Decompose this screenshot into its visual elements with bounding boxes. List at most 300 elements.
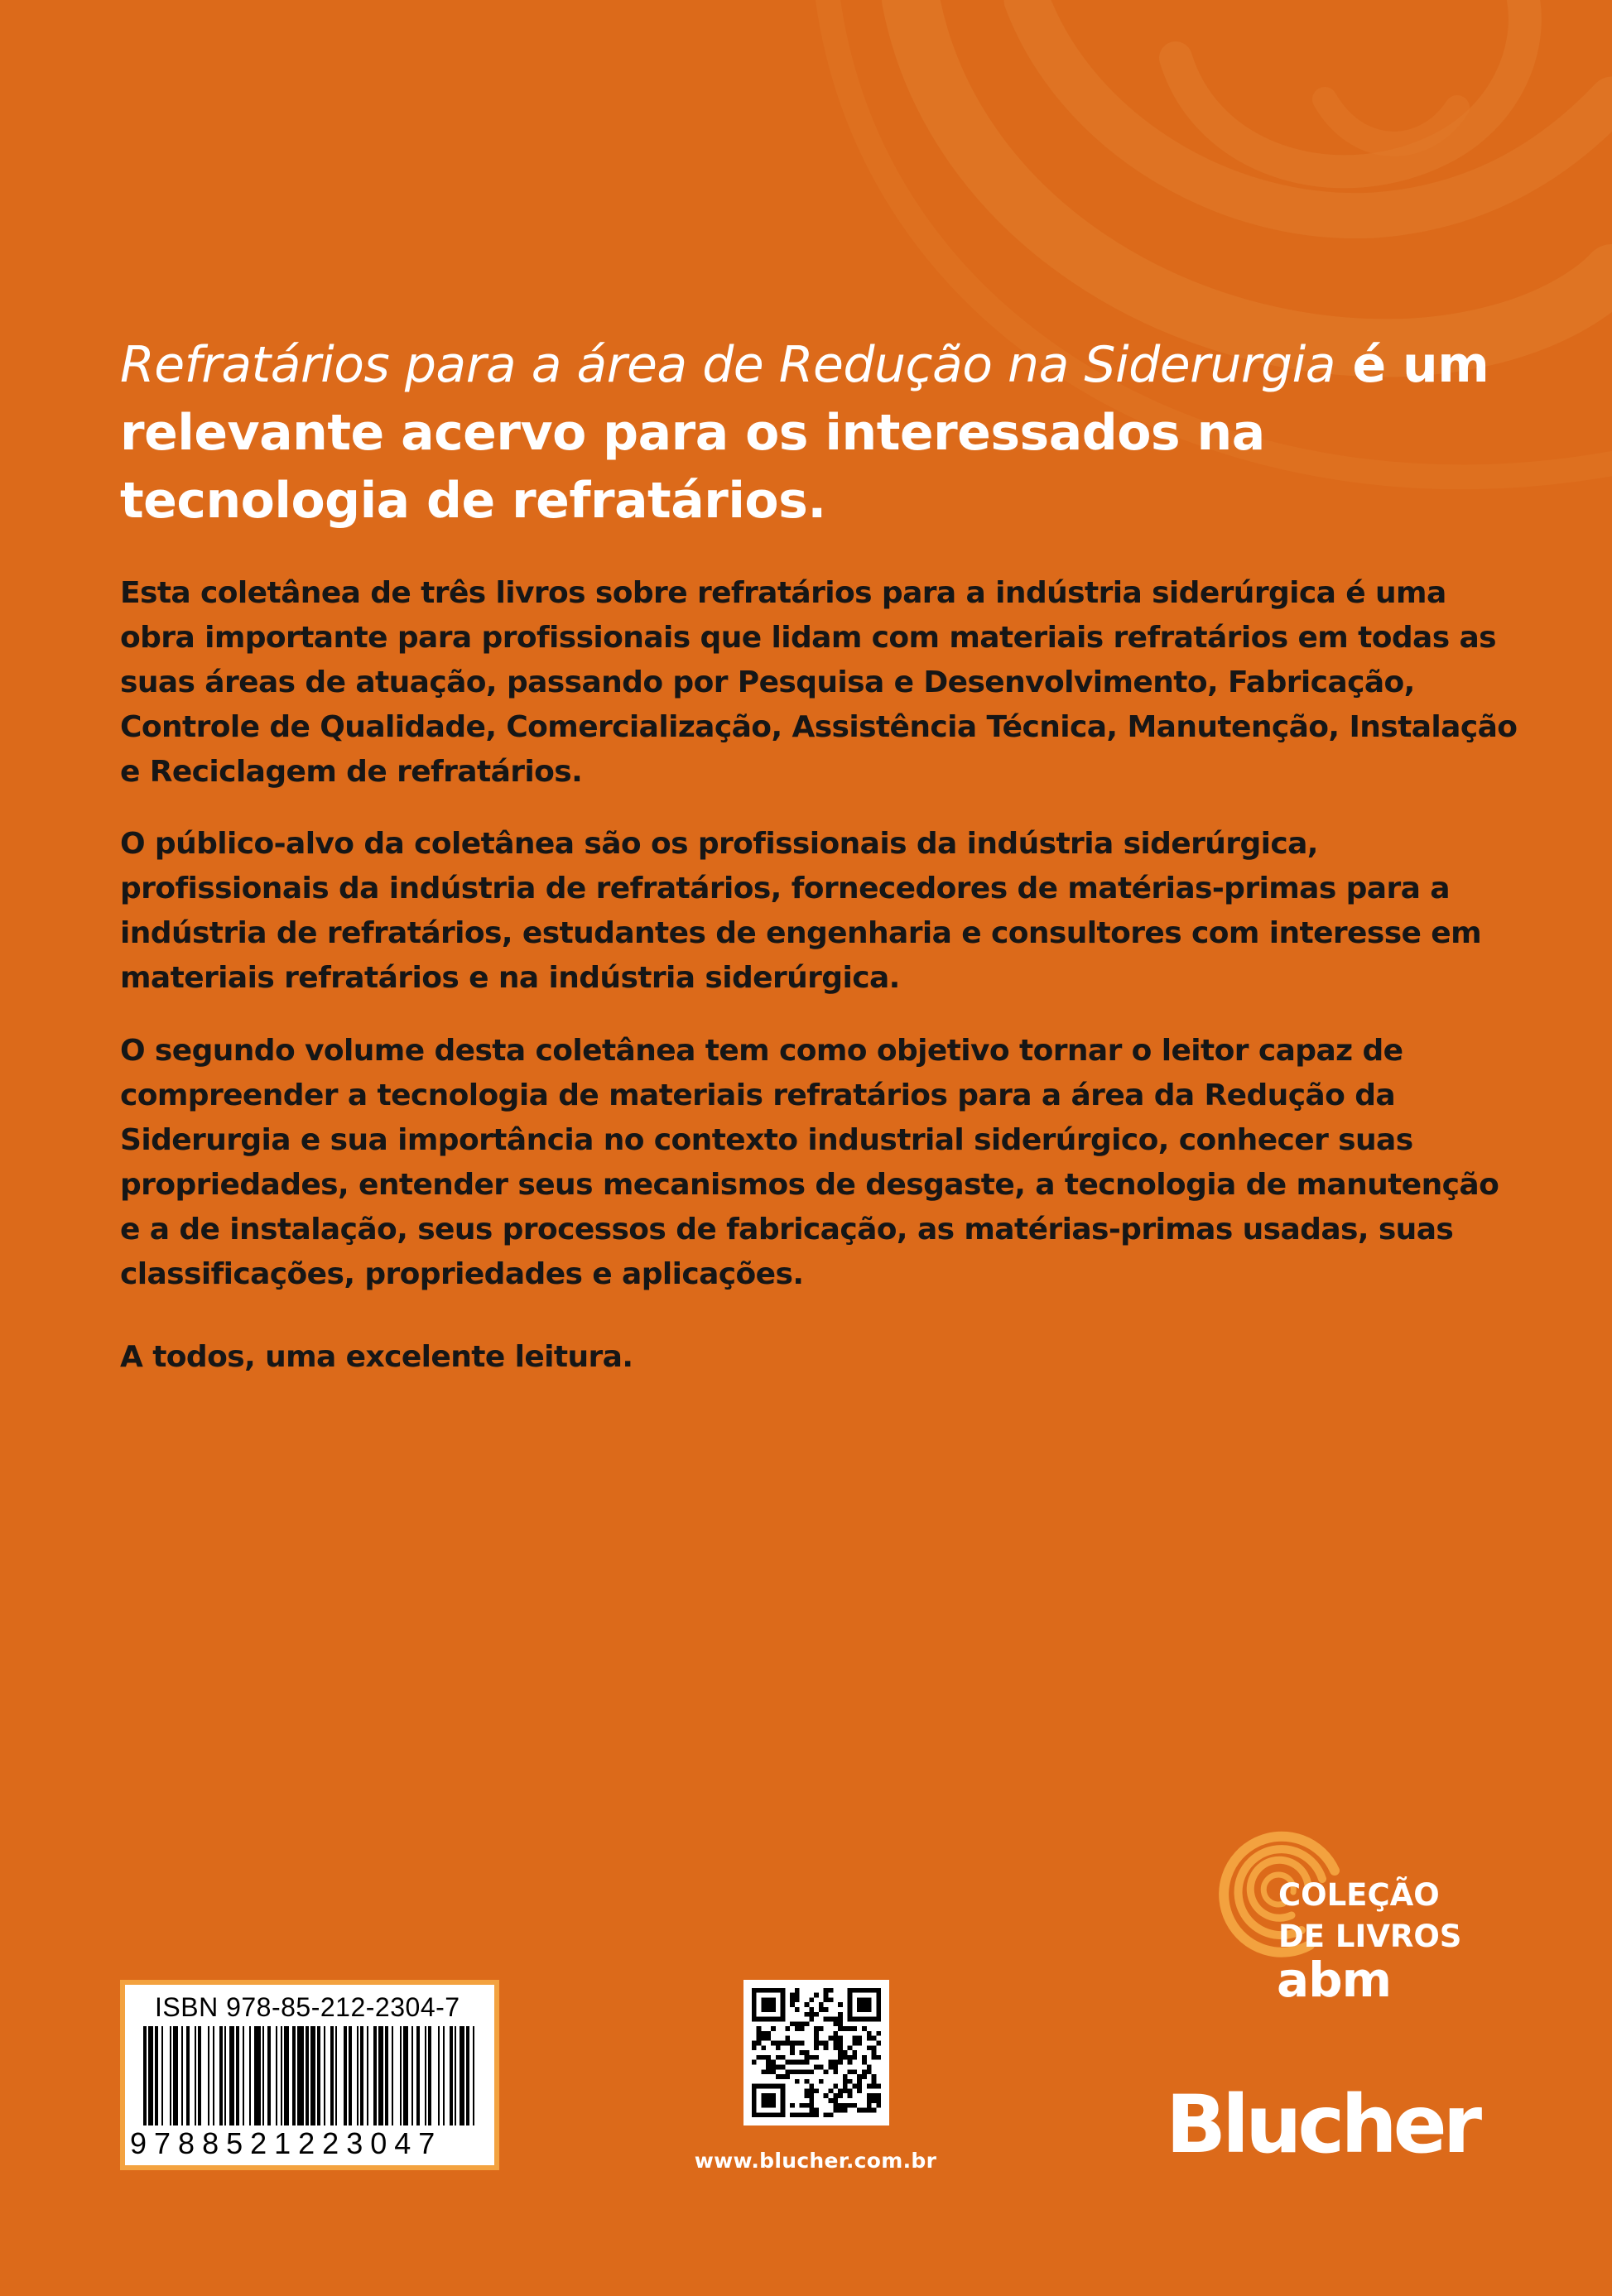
barcode-bar	[276, 2026, 277, 2125]
qr-code-pattern	[747, 1983, 886, 2122]
qr-module	[824, 2093, 829, 2098]
qr-module	[867, 2031, 872, 2036]
qr-module	[809, 2017, 814, 2022]
qr-module	[833, 2060, 838, 2065]
qr-module	[838, 2103, 843, 2108]
qr-module	[848, 2093, 853, 2098]
qr-module	[805, 2112, 810, 2117]
qr-module	[800, 2041, 805, 2046]
qr-module	[781, 2074, 786, 2079]
qr-module	[819, 2026, 824, 2031]
qr-module	[838, 2055, 843, 2060]
barcode-bar	[385, 2026, 388, 2125]
qr-module	[824, 2112, 829, 2117]
isbn-barcode	[120, 1980, 499, 2170]
qr-module	[857, 2074, 862, 2079]
collection-label-line-1: COLEÇÃO	[1278, 1877, 1440, 1913]
qr-module	[848, 2060, 853, 2065]
isbn-label: ISBN 978-85-212-2304-7	[155, 1992, 460, 2022]
barcode-bar	[460, 2026, 464, 2125]
qr-module	[795, 2026, 800, 2031]
qr-module	[766, 2036, 771, 2041]
qr-module	[752, 2060, 757, 2065]
qr-module	[790, 1993, 795, 1998]
qr-module	[862, 2074, 867, 2079]
barcode-bar	[306, 2026, 309, 2125]
qr-module	[857, 2108, 862, 2113]
barcode-bar	[243, 2026, 244, 2125]
qr-module	[761, 2093, 775, 2107]
barcode-bar	[344, 2026, 347, 2125]
body-paragraph-1: Esta coletânea de três livros sobre refratários para a indústria siderúrgica é uma obra importante para profissionais que lidam com materiais refratários em todas as suas áreas de atuação, passando por Pesquisa e Desenvolvimento, Fabricação, Controle de Qualidade, Comercialização, Assistência Técnica, Manutenção, Instalação e Reciclagem de refratários.	[120, 576, 1518, 789]
barcode-bar	[357, 2026, 358, 2125]
barcode-bar	[317, 2026, 320, 2125]
qr-module	[809, 2007, 814, 2012]
qr-module	[805, 2060, 810, 2065]
qr-module	[852, 2036, 857, 2041]
barcode-bars	[140, 2026, 479, 2125]
qr-module	[790, 2060, 795, 2065]
qr-module	[761, 2045, 766, 2050]
qr-module	[824, 2007, 829, 2012]
qr-module	[790, 1997, 795, 2002]
qr-module	[795, 2007, 800, 2012]
qr-module	[781, 2055, 786, 2060]
qr-module	[814, 1993, 819, 1998]
qr-module	[795, 2041, 800, 2046]
headline-rest: é um relevante acervo para os interessados na tecnologia de refratários.	[120, 336, 1489, 530]
qr-module	[757, 2041, 762, 2046]
barcode-bar	[335, 2026, 337, 2125]
qr-module	[776, 2074, 781, 2079]
qr-module	[867, 2103, 872, 2108]
barcode-bar	[443, 2026, 445, 2125]
barcode-bar	[416, 2026, 420, 2125]
qr-module	[848, 2103, 853, 2108]
qr-module	[785, 2069, 790, 2074]
qr-module	[862, 2026, 867, 2031]
qr-module	[848, 2055, 853, 2060]
qr-module	[867, 2036, 872, 2041]
qr-module	[805, 2093, 810, 2098]
qr-module	[800, 2103, 805, 2108]
qr-module	[761, 2031, 766, 2036]
qr-module	[833, 2069, 838, 2074]
qr-module	[809, 2012, 814, 2017]
qr-module	[761, 1997, 775, 2011]
qr-module	[795, 1997, 800, 2002]
qr-module	[766, 2069, 771, 2074]
qr-module	[805, 2002, 810, 2007]
qr-module	[785, 2041, 790, 2046]
qr-module	[872, 2055, 877, 2060]
qr-module	[872, 2108, 877, 2113]
qr-module	[838, 2002, 843, 2007]
barcode-bar	[411, 2026, 413, 2125]
qr-module	[838, 2060, 843, 2065]
qr-module	[800, 2060, 805, 2065]
qr-module	[857, 2041, 862, 2046]
qr-module	[833, 2045, 838, 2050]
qr-module	[809, 2088, 814, 2093]
qr-module	[833, 2017, 838, 2022]
qr-module	[805, 2103, 810, 2108]
qr-module	[814, 2045, 819, 2050]
qr-module	[752, 2045, 757, 2050]
qr-module	[838, 2021, 843, 2026]
qr-module	[805, 2079, 810, 2084]
qr-module	[838, 2017, 843, 2022]
qr-module	[805, 2055, 810, 2060]
barcode-bar	[173, 2026, 178, 2125]
qr-module	[833, 2103, 838, 2108]
barcode-bar	[254, 2026, 261, 2125]
qr-module	[752, 2041, 757, 2046]
qr-module	[833, 2021, 838, 2026]
barcode-bar	[360, 2026, 363, 2125]
barcode-bar	[367, 2026, 368, 2125]
qr-module	[828, 1997, 833, 2002]
barcode-bar	[373, 2026, 377, 2125]
body-paragraph-4: A todos, uma excelente leitura.	[120, 1340, 633, 1374]
qr-module	[833, 2064, 838, 2069]
qr-module	[872, 2036, 877, 2041]
qr-module	[824, 1997, 829, 2002]
qr-module	[872, 2098, 877, 2103]
qr-module	[824, 2041, 829, 2046]
qr-module	[819, 2002, 824, 2007]
qr-module	[843, 2088, 848, 2093]
collection-label-abm: abm	[1277, 1952, 1392, 2008]
qr-module	[828, 2088, 833, 2093]
qr-module	[852, 2069, 857, 2074]
qr-module	[852, 2055, 857, 2060]
qr-module	[800, 2112, 805, 2117]
qr-module	[857, 2079, 862, 2084]
qr-module	[843, 2026, 848, 2031]
barcode-bar	[195, 2026, 196, 2125]
barcode-bar	[170, 2026, 171, 2125]
barcode-bar	[403, 2026, 408, 2125]
barcode-bar	[213, 2026, 214, 2125]
qr-module	[790, 2041, 795, 2046]
qr-module	[867, 2064, 872, 2069]
qr-module	[843, 2103, 848, 2108]
qr-module	[833, 2041, 838, 2046]
qr-module	[781, 2064, 786, 2069]
qr-module	[766, 2031, 771, 2036]
qr-module	[814, 2088, 819, 2093]
qr-module	[872, 2079, 877, 2084]
qr-module	[809, 2098, 814, 2103]
barcode-bar	[455, 2026, 456, 2125]
qr-module	[771, 2060, 776, 2065]
qr-module	[862, 2069, 867, 2074]
qr-module	[848, 2079, 853, 2084]
qr-module	[809, 2055, 814, 2060]
barcode-bar	[148, 2026, 153, 2125]
barcode-bar	[425, 2026, 426, 2125]
qr-module	[790, 2050, 795, 2055]
qr-module	[766, 2055, 771, 2060]
qr-module	[857, 2088, 862, 2093]
book-title-italic: Refratários para a área de Redução na Siderurgia	[120, 336, 1336, 394]
qr-module	[814, 2031, 819, 2036]
qr-module	[872, 2050, 877, 2055]
qr-module	[828, 1988, 833, 1993]
ean-digits: 9788521223047	[130, 2126, 443, 2160]
qr-module	[848, 2088, 853, 2093]
qr-module	[838, 2093, 843, 2098]
qr-module	[872, 2074, 877, 2079]
qr-module	[805, 2088, 810, 2093]
qr-module	[814, 2036, 819, 2041]
qr-module	[785, 2036, 790, 2041]
qr-module	[785, 2074, 790, 2079]
qr-module	[852, 2026, 857, 2031]
qr-module	[857, 2036, 862, 2041]
qr-module	[809, 2103, 814, 2108]
qr-module	[862, 2055, 867, 2060]
qr-module	[838, 2088, 843, 2093]
qr-module	[814, 2108, 819, 2113]
qr-module	[761, 2055, 766, 2060]
barcode-bar	[262, 2026, 264, 2125]
qr-module	[757, 2031, 762, 2036]
qr-module	[833, 2031, 838, 2036]
barcode-bar	[155, 2026, 158, 2125]
body-paragraph-2: O público-alvo da coletânea são os profissionais da indústria siderúrgica, profissionais da indústria de refratários, fornecedores de matérias-primas para a indústria de refratários, estudantes de engenharia e consultores com interesse em materiais refratários e na indústria siderúrgica.	[120, 827, 1481, 995]
qr-module	[843, 2084, 848, 2089]
barcode-bar	[198, 2026, 201, 2125]
barcode-bar	[324, 2026, 325, 2125]
barcode-bar	[224, 2026, 226, 2125]
qr-module	[757, 2026, 762, 2031]
barcode-bar	[281, 2026, 282, 2125]
qr-module	[833, 2098, 838, 2103]
qr-module	[828, 2017, 833, 2022]
qr-module	[809, 2093, 814, 2098]
qr-module	[814, 2112, 819, 2117]
qr-module	[819, 2041, 824, 2046]
qr-module	[809, 2069, 814, 2074]
qr-module	[757, 2055, 762, 2060]
qr-module	[852, 2103, 857, 2108]
body-paragraph-3: O segundo volume desta coletânea tem como objetivo tornar o leitor capaz de compreender a tecnologia de materiais refratários para a área da Redução da Siderurgia e sua importância no contexto industrial siderúrgico, conhecer suas propriedades, entender seus mecanismos de desgaste, a tecnologia de manutenção e a de instalação, seus processos de fabricação, as matérias-primas usadas, suas classificações, propriedades e aplicações.	[120, 1034, 1499, 1291]
qr-module	[766, 2064, 771, 2069]
barcode-bar	[161, 2026, 163, 2125]
qr-module	[809, 2084, 814, 2089]
qr-module	[872, 2084, 877, 2089]
qr-module	[800, 2026, 805, 2031]
qr-module	[843, 2079, 848, 2084]
collection-label-line-2: DE LIVROS	[1278, 1919, 1462, 1954]
qr-module	[790, 2045, 795, 2050]
qr-module	[776, 2045, 781, 2050]
qr-module	[814, 2012, 819, 2017]
qr-module	[838, 2026, 843, 2031]
qr-module	[824, 2069, 829, 2074]
qr-module	[824, 1993, 829, 1998]
qr-module	[776, 2055, 781, 2060]
barcode-bar	[392, 2026, 393, 2125]
qr-module	[867, 2098, 872, 2103]
qr-module	[800, 2021, 805, 2026]
barcode-bar	[284, 2026, 289, 2125]
headline	[120, 331, 1544, 535]
qr-module	[848, 2045, 853, 2050]
qr-module	[795, 2112, 800, 2117]
qr-module	[814, 2064, 819, 2069]
qr-module	[876, 2041, 881, 2046]
barcode-bar	[378, 2026, 383, 2125]
qr-module	[828, 2060, 833, 2065]
qr-module	[809, 2112, 814, 2117]
qr-module	[771, 2041, 776, 2046]
barcode-bar	[292, 2026, 296, 2125]
barcode-bar	[267, 2026, 271, 2125]
qr-module	[790, 2021, 795, 2026]
qr-module	[814, 2055, 819, 2060]
qr-module	[867, 2093, 872, 2098]
qr-module	[800, 2050, 805, 2055]
qr-module	[800, 2069, 805, 2074]
barcode-bar	[249, 2026, 251, 2125]
qr-module	[795, 1993, 800, 1998]
barcode-bar	[208, 2026, 209, 2125]
barcode-bar	[466, 2026, 469, 2125]
barcode-bar	[330, 2026, 334, 2125]
qr-module	[872, 2093, 877, 2098]
qr-module	[809, 2108, 814, 2113]
barcode-bar	[219, 2026, 223, 2125]
qr-module	[785, 2060, 790, 2065]
publisher-website: www.blucher.com.br	[694, 2149, 937, 2173]
publisher-logo: Blucher	[1166, 2078, 1479, 2171]
qr-module	[771, 2069, 776, 2074]
qr-module	[828, 2112, 833, 2117]
barcode-bar	[310, 2026, 315, 2125]
qr-module	[852, 2084, 857, 2089]
qr-module	[828, 2036, 833, 2041]
qr-module	[852, 2041, 857, 2046]
qr-module	[761, 2069, 766, 2074]
qr-module	[795, 2021, 800, 2026]
qr-module	[862, 2060, 867, 2065]
qr-module	[766, 2060, 771, 2065]
qr-module	[867, 2084, 872, 2089]
qr-module	[838, 2045, 843, 2050]
barcode-bar	[143, 2026, 147, 2125]
qr-module	[876, 2031, 881, 2036]
qr-module	[843, 2108, 848, 2113]
qr-module	[795, 2079, 800, 2084]
barcode-bar	[473, 2026, 474, 2125]
qr-module	[852, 2050, 857, 2055]
qr-module	[819, 2007, 824, 2012]
qr-module	[838, 2041, 843, 2046]
qr-module	[790, 2103, 795, 2108]
qr-module	[805, 2069, 810, 2074]
qr-module	[785, 2026, 790, 2031]
qr-module	[805, 2050, 810, 2055]
qr-module	[814, 2041, 819, 2046]
barcode-bar	[297, 2026, 304, 2125]
qr-module	[876, 2098, 881, 2103]
barcode-bar	[438, 2026, 440, 2125]
qr-code	[743, 1980, 889, 2125]
qr-module	[848, 2069, 853, 2074]
qr-module	[776, 2041, 781, 2046]
qr-module	[790, 2112, 795, 2117]
qr-module	[795, 1988, 800, 1993]
qr-module	[790, 2002, 795, 2007]
barcode-bar	[186, 2026, 190, 2125]
qr-module	[781, 2041, 786, 2046]
qr-module	[805, 2021, 810, 2026]
qr-module	[857, 1997, 871, 2011]
qr-module	[867, 2045, 872, 2050]
qr-module	[833, 2093, 838, 2098]
qr-module	[761, 2036, 766, 2041]
qr-module	[838, 2012, 843, 2017]
qr-module	[819, 2064, 824, 2069]
qr-module	[867, 2069, 872, 2074]
qr-module	[833, 2108, 838, 2113]
barcode-bar	[400, 2026, 402, 2125]
qr-module	[857, 2084, 862, 2089]
qr-module	[867, 2108, 872, 2113]
qr-module	[843, 2055, 848, 2060]
qr-module	[771, 2064, 776, 2069]
qr-module	[876, 2084, 881, 2089]
barcode-bar	[181, 2026, 183, 2125]
qr-module	[805, 2012, 810, 2017]
qr-module	[876, 2103, 881, 2108]
qr-module	[790, 2069, 795, 2074]
qr-module	[848, 2026, 853, 2031]
qr-module	[776, 2064, 781, 2069]
qr-module	[872, 2045, 877, 2050]
qr-module	[819, 2079, 824, 2084]
barcode-bar	[236, 2026, 239, 2125]
qr-module	[771, 2026, 776, 2031]
barcode-bar	[428, 2026, 431, 2125]
qr-module	[876, 2055, 881, 2060]
qr-module	[833, 2036, 838, 2041]
qr-module	[828, 2098, 833, 2103]
qr-module	[838, 2108, 843, 2113]
qr-module	[809, 1997, 814, 2002]
qr-module	[795, 2060, 800, 2065]
qr-module	[824, 1988, 829, 1993]
qr-module	[824, 2017, 829, 2022]
qr-module	[838, 2050, 843, 2055]
qr-module	[843, 2074, 848, 2079]
barcode-bar	[450, 2026, 453, 2125]
qr-module	[824, 2045, 829, 2050]
qr-module	[757, 2036, 762, 2041]
qr-module	[795, 2069, 800, 2074]
collection-logo	[1210, 1821, 1475, 2028]
qr-module	[814, 2026, 819, 2031]
barcode-bar	[349, 2026, 352, 2125]
qr-module	[876, 2093, 881, 2098]
barcode-bar	[229, 2026, 234, 2125]
qr-module	[843, 2050, 848, 2055]
qr-module	[838, 2036, 843, 2041]
qr-module	[833, 2084, 838, 2089]
